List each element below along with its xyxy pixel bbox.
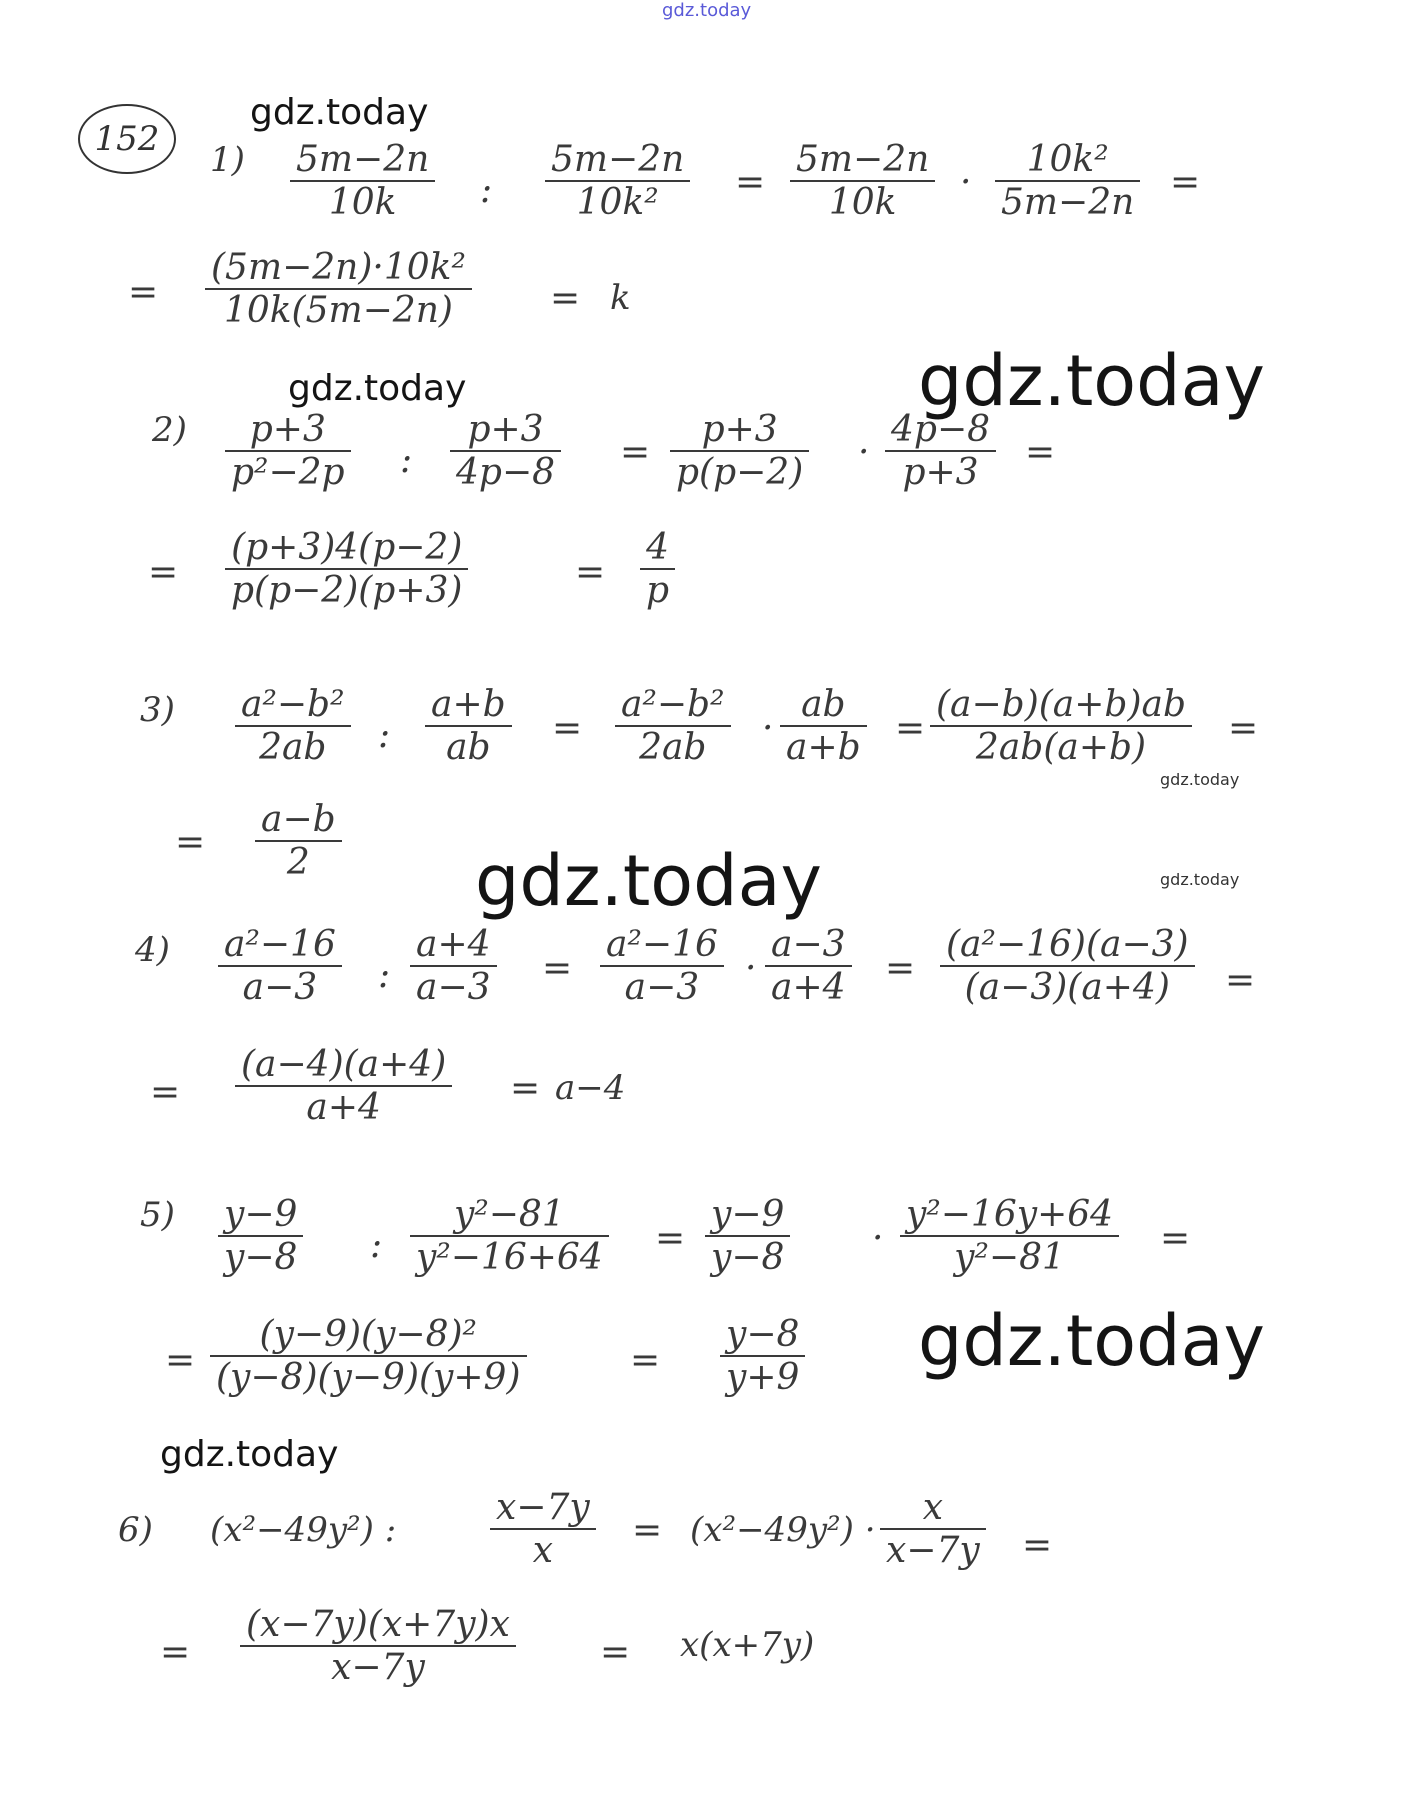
fraction (255, 800, 342, 884)
fraction (995, 140, 1140, 224)
dot-sign: · (762, 708, 774, 749)
fraction (720, 1315, 805, 1399)
denominator: 10k (828, 182, 897, 223)
watermark: gdz.today (918, 340, 1265, 422)
numerator: a+b (431, 684, 506, 725)
denominator: p+3 (902, 452, 979, 493)
numerator: (y−9)(y−8)² (259, 1314, 477, 1355)
equals-sign: = (1225, 960, 1256, 1001)
equals-sign: = (632, 1510, 663, 1551)
item-label: 6) (118, 1510, 153, 1550)
colon-sign: : (400, 440, 413, 481)
equals-sign: = (655, 1218, 686, 1259)
numerator: x (922, 1487, 944, 1528)
denominator: p²−2p (231, 452, 345, 493)
denominator: 10k (328, 182, 397, 223)
equals-sign: = (895, 708, 926, 749)
fraction (410, 925, 497, 1009)
denominator: ab (446, 727, 491, 768)
denominator: y²−16+64 (416, 1237, 603, 1278)
fraction (880, 1488, 986, 1572)
denominator: x (532, 1530, 554, 1571)
denominator: (y−8)(y−9)(y+9) (216, 1357, 521, 1398)
item-label: 4) (135, 930, 170, 970)
fraction (900, 1195, 1119, 1279)
watermark: gdz.today (475, 840, 822, 922)
numerator: y−8 (726, 1314, 800, 1355)
equals-sign: = (1025, 432, 1056, 473)
numerator: y²−16y+64 (906, 1194, 1114, 1235)
watermark: gdz.today (250, 92, 429, 133)
numerator: 4 (646, 527, 669, 568)
numerator: x−7y (496, 1487, 590, 1528)
item-label: 3) (140, 690, 175, 730)
numerator: p+3 (249, 409, 326, 450)
fraction (205, 248, 472, 332)
result: k (610, 278, 631, 318)
fraction (218, 925, 342, 1009)
equals-sign: = (552, 708, 583, 749)
denominator: a−3 (242, 967, 318, 1008)
numerator: (a−4)(a+4) (241, 1044, 447, 1085)
numerator: 5m−2n (796, 139, 930, 180)
numerator: a+4 (416, 924, 491, 965)
denominator: p (646, 570, 670, 611)
watermark: gdz.today (288, 368, 467, 409)
denominator: y−8 (711, 1237, 785, 1278)
watermark: gdz.today (160, 1434, 339, 1475)
numerator: 5m−2n (296, 139, 430, 180)
numerator: 4p−8 (891, 409, 991, 450)
expression: (x²−49y²) · (690, 1510, 876, 1550)
numerator: (a−b)(a+b)ab (936, 684, 1187, 725)
equals-sign: = (1170, 162, 1201, 203)
fraction (765, 925, 852, 1009)
numerator: a−3 (771, 924, 846, 965)
fraction (410, 1195, 609, 1279)
numerator: p+3 (467, 409, 544, 450)
denominator: a−3 (624, 967, 700, 1008)
denominator: 10k(5m−2n) (223, 290, 453, 331)
equals-sign: = (600, 1632, 631, 1673)
equals-sign: = (630, 1340, 661, 1381)
denominator: 4p−8 (456, 452, 556, 493)
denominator: a+4 (306, 1087, 381, 1128)
fraction (235, 1045, 452, 1129)
expression: (x²−49y²) : (210, 1510, 397, 1550)
equals-sign: = (1228, 708, 1259, 749)
colon-sign: : (480, 170, 493, 211)
denominator: a−3 (416, 967, 491, 1008)
problem-number-circle (78, 104, 176, 174)
result: a−4 (555, 1068, 626, 1108)
equals-sign: = (150, 1072, 181, 1113)
numerator: ab (801, 684, 846, 725)
watermark: gdz.today (918, 1300, 1265, 1382)
denominator: y²−81 (954, 1237, 1065, 1278)
fraction (425, 685, 512, 769)
fraction (240, 1605, 516, 1689)
numerator: (5m−2n)·10k² (211, 247, 466, 288)
fraction (225, 410, 351, 494)
numerator: y²−81 (453, 1194, 565, 1235)
numerator: 5m−2n (551, 139, 685, 180)
watermark-top: gdz.today (662, 0, 752, 21)
colon-sign: : (378, 715, 391, 756)
fraction (225, 528, 468, 612)
dot-sign: · (960, 162, 972, 203)
equals-sign: = (510, 1068, 541, 1109)
result: x(x+7y) (680, 1625, 815, 1665)
equals-sign: = (620, 432, 651, 473)
fraction (210, 1315, 527, 1399)
fraction (290, 140, 435, 224)
fraction (885, 410, 996, 494)
equals-sign: = (160, 1632, 191, 1673)
fraction (545, 140, 690, 224)
numerator: a²−b² (241, 684, 345, 725)
fraction (450, 410, 561, 494)
colon-sign: : (370, 1225, 383, 1266)
denominator: 2ab (259, 727, 327, 768)
fraction (940, 925, 1195, 1009)
equals-sign: = (542, 948, 573, 989)
denominator: 2ab (639, 727, 707, 768)
watermark: gdz.today (1160, 770, 1240, 789)
numerator: 10k² (1026, 139, 1109, 180)
fraction (640, 528, 675, 612)
fraction (235, 685, 351, 769)
numerator: a²−16 (224, 924, 336, 965)
denominator: y+9 (726, 1357, 800, 1398)
denominator: 2 (286, 842, 310, 883)
numerator: (p+3)4(p−2) (231, 527, 463, 568)
colon-sign: : (378, 955, 391, 996)
equals-sign: = (885, 948, 916, 989)
equals-sign: = (1160, 1218, 1191, 1259)
equals-sign: = (550, 278, 581, 319)
numerator: a²−b² (621, 684, 725, 725)
equals-sign: = (1022, 1525, 1053, 1566)
fraction (705, 1195, 790, 1279)
numerator: y−9 (224, 1194, 298, 1235)
denominator: p(p−2)(p+3) (231, 570, 463, 611)
denominator: x−7y (331, 1647, 425, 1688)
item-label: 1) (210, 140, 245, 180)
denominator: y−8 (224, 1237, 298, 1278)
denominator: p(p−2) (676, 452, 804, 493)
denominator: (a−3)(a+4) (964, 967, 1170, 1008)
denominator: 5m−2n (1001, 182, 1135, 223)
numerator: y−9 (711, 1194, 785, 1235)
numerator: (a²−16)(a−3) (946, 924, 1189, 965)
denominator: 2ab(a+b) (975, 727, 1147, 768)
equals-sign: = (128, 272, 159, 313)
fraction (780, 685, 867, 769)
fraction (600, 925, 724, 1009)
watermark: gdz.today (1160, 870, 1240, 889)
equals-sign: = (148, 552, 179, 593)
denominator: a+b (786, 727, 861, 768)
fraction (790, 140, 935, 224)
dot-sign: · (858, 432, 870, 473)
dot-sign: · (745, 948, 757, 989)
equals-sign: = (575, 552, 606, 593)
problem-number: 152 (94, 119, 160, 159)
numerator: (x−7y)(x+7y)x (246, 1604, 510, 1645)
equals-sign: = (165, 1340, 196, 1381)
fraction (615, 685, 731, 769)
fraction (490, 1488, 596, 1572)
fraction (670, 410, 809, 494)
denominator: a+4 (771, 967, 846, 1008)
numerator: a²−16 (606, 924, 718, 965)
fraction (930, 685, 1192, 769)
fraction (218, 1195, 303, 1279)
item-label: 5) (140, 1195, 175, 1235)
dot-sign: · (872, 1218, 884, 1259)
numerator: a−b (261, 799, 336, 840)
denominator: x−7y (886, 1530, 980, 1571)
numerator: p+3 (701, 409, 778, 450)
equals-sign: = (735, 162, 766, 203)
denominator: 10k² (576, 182, 659, 223)
item-label: 2) (152, 410, 187, 450)
equals-sign: = (175, 822, 206, 863)
